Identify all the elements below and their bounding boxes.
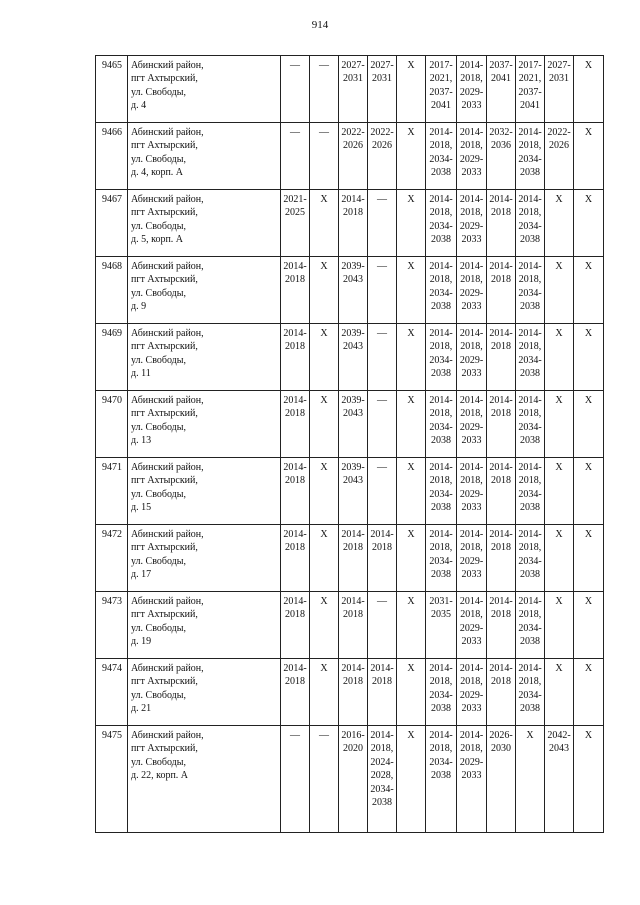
period-cell: 2014- 2018, 2034- 2038 [516, 458, 545, 525]
period-cell: X [574, 525, 604, 592]
record-number: 9470 [96, 391, 128, 458]
period-cell: 2014- 2018, 2034- 2038 [426, 257, 457, 324]
period-cell: 2014- 2018, 2024- 2028, 2034- 2038 [368, 726, 397, 833]
period-cell: 2037- 2041 [487, 56, 516, 123]
period-cell: 2014- 2018, 2034- 2038 [426, 726, 457, 833]
period-cell: X [574, 56, 604, 123]
period-cell: 2014- 2018 [487, 190, 516, 257]
period-cell: 2014- 2018, 2034- 2038 [516, 525, 545, 592]
period-cell: X [310, 525, 339, 592]
period-cell: 2022- 2026 [545, 123, 574, 190]
period-cell: 2014- 2018, 2034- 2038 [426, 525, 457, 592]
address-cell: Абинский район, пгт Ахтырский, ул. Свободы, д. 17 [128, 525, 281, 592]
period-cell: X [545, 190, 574, 257]
record-number: 9466 [96, 123, 128, 190]
period-cell: 2017- 2021, 2037- 2041 [426, 56, 457, 123]
period-cell: 2014- 2018, 2034- 2038 [426, 190, 457, 257]
period-cell: 2014- 2018, 2034- 2038 [516, 123, 545, 190]
period-cell: X [397, 525, 426, 592]
period-cell: X [397, 123, 426, 190]
period-cell: 2014- 2018 [487, 525, 516, 592]
period-cell: X [310, 592, 339, 659]
period-cell: — [368, 391, 397, 458]
table-row [96, 190, 604, 257]
address-cell: Абинский район, пгт Ахтырский, ул. Свободы, д. 15 [128, 458, 281, 525]
period-cell: X [545, 257, 574, 324]
period-cell: X [397, 190, 426, 257]
period-cell: 2014- 2018, 2034- 2038 [516, 659, 545, 726]
period-cell: 2014- 2018, 2029- 2033 [457, 726, 487, 833]
period-cell: 2014- 2018 [281, 458, 310, 525]
period-cell: 2014- 2018 [339, 190, 368, 257]
period-cell: X [516, 726, 545, 833]
period-cell: 2022- 2026 [339, 123, 368, 190]
period-cell: 2014- 2018, 2034- 2038 [426, 324, 457, 391]
period-cell: 2031- 2035 [426, 592, 457, 659]
address-cell: Абинский район, пгт Ахтырский, ул. Свободы, д. 22, корп. А [128, 726, 281, 833]
record-number: 9474 [96, 659, 128, 726]
period-cell: 2014- 2018, 2029- 2033 [457, 458, 487, 525]
table-row [96, 257, 604, 324]
period-cell: 2014- 2018, 2034- 2038 [426, 123, 457, 190]
period-cell: 2016- 2020 [339, 726, 368, 833]
address-cell: Абинский район, пгт Ахтырский, ул. Свободы, д. 11 [128, 324, 281, 391]
period-cell: 2042- 2043 [545, 726, 574, 833]
period-cell: 2014- 2018, 2029- 2033 [457, 391, 487, 458]
period-cell: X [397, 726, 426, 833]
record-number: 9472 [96, 525, 128, 592]
period-cell: X [574, 458, 604, 525]
address-cell: Абинский район, пгт Ахтырский, ул. Свободы, д. 19 [128, 592, 281, 659]
period-cell: 2014- 2018, 2034- 2038 [426, 458, 457, 525]
period-cell: X [545, 324, 574, 391]
period-cell: X [310, 659, 339, 726]
period-cell: — [368, 458, 397, 525]
period-cell: — [368, 257, 397, 324]
period-cell: X [574, 726, 604, 833]
period-cell: 2014- 2018 [487, 257, 516, 324]
period-cell: X [574, 592, 604, 659]
period-cell: X [545, 458, 574, 525]
period-cell: — [310, 56, 339, 123]
period-cell: 2039- 2043 [339, 324, 368, 391]
period-cell: 2014- 2018, 2034- 2038 [516, 592, 545, 659]
period-cell: 2014- 2018 [339, 592, 368, 659]
period-cell: — [368, 190, 397, 257]
address-cell: Абинский район, пгт Ахтырский, ул. Свободы, д. 5, корп. А [128, 190, 281, 257]
period-cell: 2021- 2025 [281, 190, 310, 257]
table-row [96, 592, 604, 659]
period-cell: 2014- 2018, 2034- 2038 [426, 391, 457, 458]
period-cell: 2039- 2043 [339, 458, 368, 525]
period-cell: 2014- 2018 [487, 659, 516, 726]
period-cell: 2014- 2018 [281, 659, 310, 726]
period-cell: — [281, 123, 310, 190]
page-number: 914 [311, 19, 329, 31]
address-cell: Абинский район, пгт Ахтырский, ул. Свободы, д. 13 [128, 391, 281, 458]
period-cell: X [574, 123, 604, 190]
period-cell: 2014- 2018, 2029- 2033 [457, 659, 487, 726]
period-cell: 2014- 2018, 2029- 2033 [457, 123, 487, 190]
period-cell: X [310, 190, 339, 257]
period-cell: 2014- 2018, 2034- 2038 [516, 190, 545, 257]
period-cell: 2014- 2018 [339, 525, 368, 592]
record-number: 9465 [96, 56, 128, 123]
period-cell: 2014- 2018 [281, 257, 310, 324]
period-cell: 2014- 2018, 2029- 2033 [457, 257, 487, 324]
period-cell: X [574, 391, 604, 458]
period-cell: X [545, 391, 574, 458]
period-cell: — [310, 726, 339, 833]
period-cell: 2014- 2018, 2029- 2033 [457, 324, 487, 391]
period-cell: X [574, 324, 604, 391]
address-cell: Абинский район, пгт Ахтырский, ул. Свободы, д. 21 [128, 659, 281, 726]
period-cell: X [397, 324, 426, 391]
period-cell: — [281, 726, 310, 833]
period-cell: — [368, 324, 397, 391]
period-cell: 2014- 2018, 2034- 2038 [516, 324, 545, 391]
table-row [96, 391, 604, 458]
period-cell: 2014- 2018 [281, 525, 310, 592]
period-cell: X [310, 391, 339, 458]
period-cell: 2014- 2018 [281, 592, 310, 659]
period-cell: 2027- 2031 [545, 56, 574, 123]
table-row [96, 726, 604, 833]
period-cell: X [545, 592, 574, 659]
period-cell: 2014- 2018 [487, 592, 516, 659]
period-cell: — [368, 592, 397, 659]
record-number: 9473 [96, 592, 128, 659]
period-cell: 2014- 2018, 2029- 2033 [457, 592, 487, 659]
period-cell: 2022- 2026 [368, 123, 397, 190]
table-row [96, 458, 604, 525]
record-number: 9471 [96, 458, 128, 525]
period-cell: 2027- 2031 [339, 56, 368, 123]
record-number: 9468 [96, 257, 128, 324]
period-cell: 2014- 2018 [368, 659, 397, 726]
period-cell: X [310, 458, 339, 525]
address-cell: Абинский район, пгт Ахтырский, ул. Свободы, д. 4 [128, 56, 281, 123]
period-cell: X [574, 190, 604, 257]
period-cell: 2014- 2018, 2034- 2038 [426, 659, 457, 726]
period-cell: X [310, 257, 339, 324]
address-cell: Абинский район, пгт Ахтырский, ул. Свободы, д. 4, корп. А [128, 123, 281, 190]
period-cell: 2014- 2018, 2029- 2033 [457, 56, 487, 123]
period-cell: X [545, 525, 574, 592]
period-cell: 2014- 2018 [487, 458, 516, 525]
period-cell: X [545, 659, 574, 726]
period-cell: 2014- 2018 [339, 659, 368, 726]
table-row [96, 56, 604, 123]
period-cell: — [281, 56, 310, 123]
registry-body [96, 56, 604, 833]
period-cell: 2014- 2018 [281, 391, 310, 458]
table-row [96, 525, 604, 592]
record-number: 9467 [96, 190, 128, 257]
table-row [96, 324, 604, 391]
period-cell: X [397, 659, 426, 726]
address-cell: Абинский район, пгт Ахтырский, ул. Свободы, д. 9 [128, 257, 281, 324]
table-row [96, 659, 604, 726]
period-cell: X [574, 257, 604, 324]
period-cell: 2014- 2018, 2034- 2038 [516, 391, 545, 458]
period-cell: 2014- 2018, 2034- 2038 [516, 257, 545, 324]
record-number: 9469 [96, 324, 128, 391]
period-cell: 2014- 2018 [487, 391, 516, 458]
period-cell: 2014- 2018 [487, 324, 516, 391]
period-cell: 2027- 2031 [368, 56, 397, 123]
table-row [96, 123, 604, 190]
period-cell: 2032- 2036 [487, 123, 516, 190]
period-cell: — [310, 123, 339, 190]
period-cell: X [397, 592, 426, 659]
period-cell: X [310, 324, 339, 391]
period-cell: X [574, 659, 604, 726]
period-cell: X [397, 391, 426, 458]
period-cell: X [397, 257, 426, 324]
period-cell: 2014- 2018, 2029- 2033 [457, 525, 487, 592]
period-cell: 2014- 2018 [281, 324, 310, 391]
period-cell: X [397, 458, 426, 525]
period-cell: 2014- 2018 [368, 525, 397, 592]
period-cell: X [397, 56, 426, 123]
registry-table [95, 55, 604, 833]
period-cell: 2014- 2018, 2029- 2033 [457, 190, 487, 257]
period-cell: 2017- 2021, 2037- 2041 [516, 56, 545, 123]
period-cell: 2039- 2043 [339, 391, 368, 458]
period-cell: 2039- 2043 [339, 257, 368, 324]
period-cell: 2026- 2030 [487, 726, 516, 833]
record-number: 9475 [96, 726, 128, 833]
